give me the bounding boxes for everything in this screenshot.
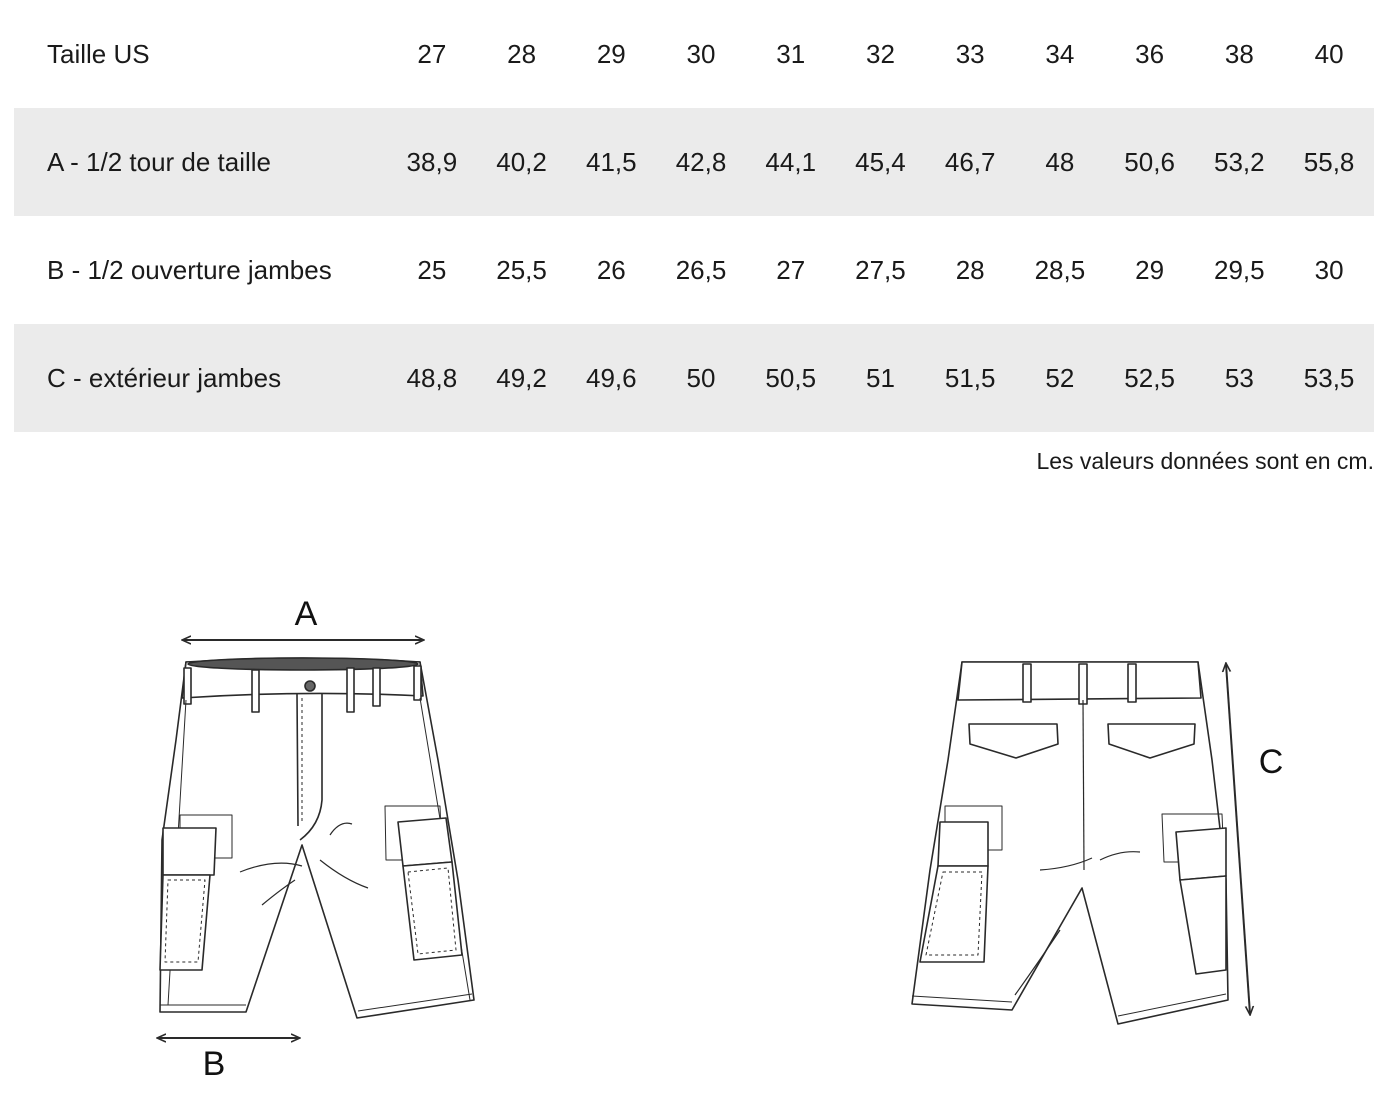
value-cell: 28 [955, 254, 985, 285]
value-cell: 51 [836, 324, 926, 432]
value-cell: 28,5 [1034, 254, 1086, 285]
value-cell: 48 [1015, 108, 1105, 216]
value-cell: 25 [417, 254, 447, 285]
value-cell: 49,2 [477, 324, 567, 432]
size-cell: 32 [865, 38, 895, 69]
value-cell: 53 [1194, 324, 1284, 432]
back-shorts-drawing [912, 662, 1228, 1024]
value-cell: 25,5 [496, 254, 547, 285]
value-cell: 48,8 [387, 324, 477, 432]
size-cell: 29 [596, 38, 626, 69]
row-label-b: B - 1/2 ouverture jambes [47, 254, 332, 285]
unit-note: Les valeurs données sont en cm. [1036, 448, 1374, 474]
value-cell: 27,5 [855, 254, 906, 285]
size-cell: 27 [417, 38, 447, 69]
value-cell: 44,1 [746, 108, 836, 216]
table-row [14, 108, 1374, 216]
value-cell: 38,9 [387, 108, 477, 216]
value-cell: 45,4 [836, 108, 926, 216]
size-cell: 40 [1314, 38, 1344, 69]
value-cell: 49,6 [566, 324, 656, 432]
measure-c-label: C [1258, 743, 1284, 781]
measurement-diagram [0, 560, 1392, 1108]
size-cell: 31 [776, 38, 806, 69]
measure-b-label: B [202, 1045, 226, 1083]
value-cell: 41,5 [566, 108, 656, 216]
value-cell: 53,2 [1194, 108, 1284, 216]
size-cell: 30 [686, 38, 716, 69]
value-cell: 29 [1135, 254, 1165, 285]
header-row [14, 0, 1374, 108]
value-cell: 52 [1015, 324, 1105, 432]
value-cell: 55,8 [1284, 108, 1374, 216]
value-cell: 50,5 [746, 324, 836, 432]
value-cell: 26 [596, 254, 626, 285]
size-cell: 38 [1224, 38, 1254, 69]
front-shorts-drawing [160, 658, 474, 1018]
value-cell: 53,5 [1284, 324, 1374, 432]
size-cell: 36 [1135, 38, 1165, 69]
value-cell: 50,6 [1105, 108, 1195, 216]
size-cell: 34 [1045, 38, 1075, 69]
value-cell: 30 [1314, 254, 1344, 285]
size-cell: 33 [955, 38, 985, 69]
size-table [14, 0, 1374, 432]
value-cell: 26,5 [675, 254, 727, 285]
value-cell: 40,2 [477, 108, 567, 216]
measure-a-label: A [294, 595, 318, 633]
value-cell: 42,8 [656, 108, 746, 216]
table-row [14, 324, 1374, 432]
measure-c-arrow [1226, 664, 1250, 1014]
row-label-c: C - extérieur jambes [14, 324, 387, 432]
row-label-a: A - 1/2 tour de taille [14, 108, 387, 216]
value-cell: 46,7 [925, 108, 1015, 216]
table-row [14, 216, 1374, 324]
value-cell: 50 [656, 324, 746, 432]
header-label: Taille US [47, 38, 150, 69]
value-cell: 51,5 [925, 324, 1015, 432]
value-cell: 52,5 [1105, 324, 1195, 432]
value-cell: 27 [776, 254, 806, 285]
size-cell: 28 [507, 38, 537, 69]
value-cell: 29,5 [1214, 254, 1265, 285]
